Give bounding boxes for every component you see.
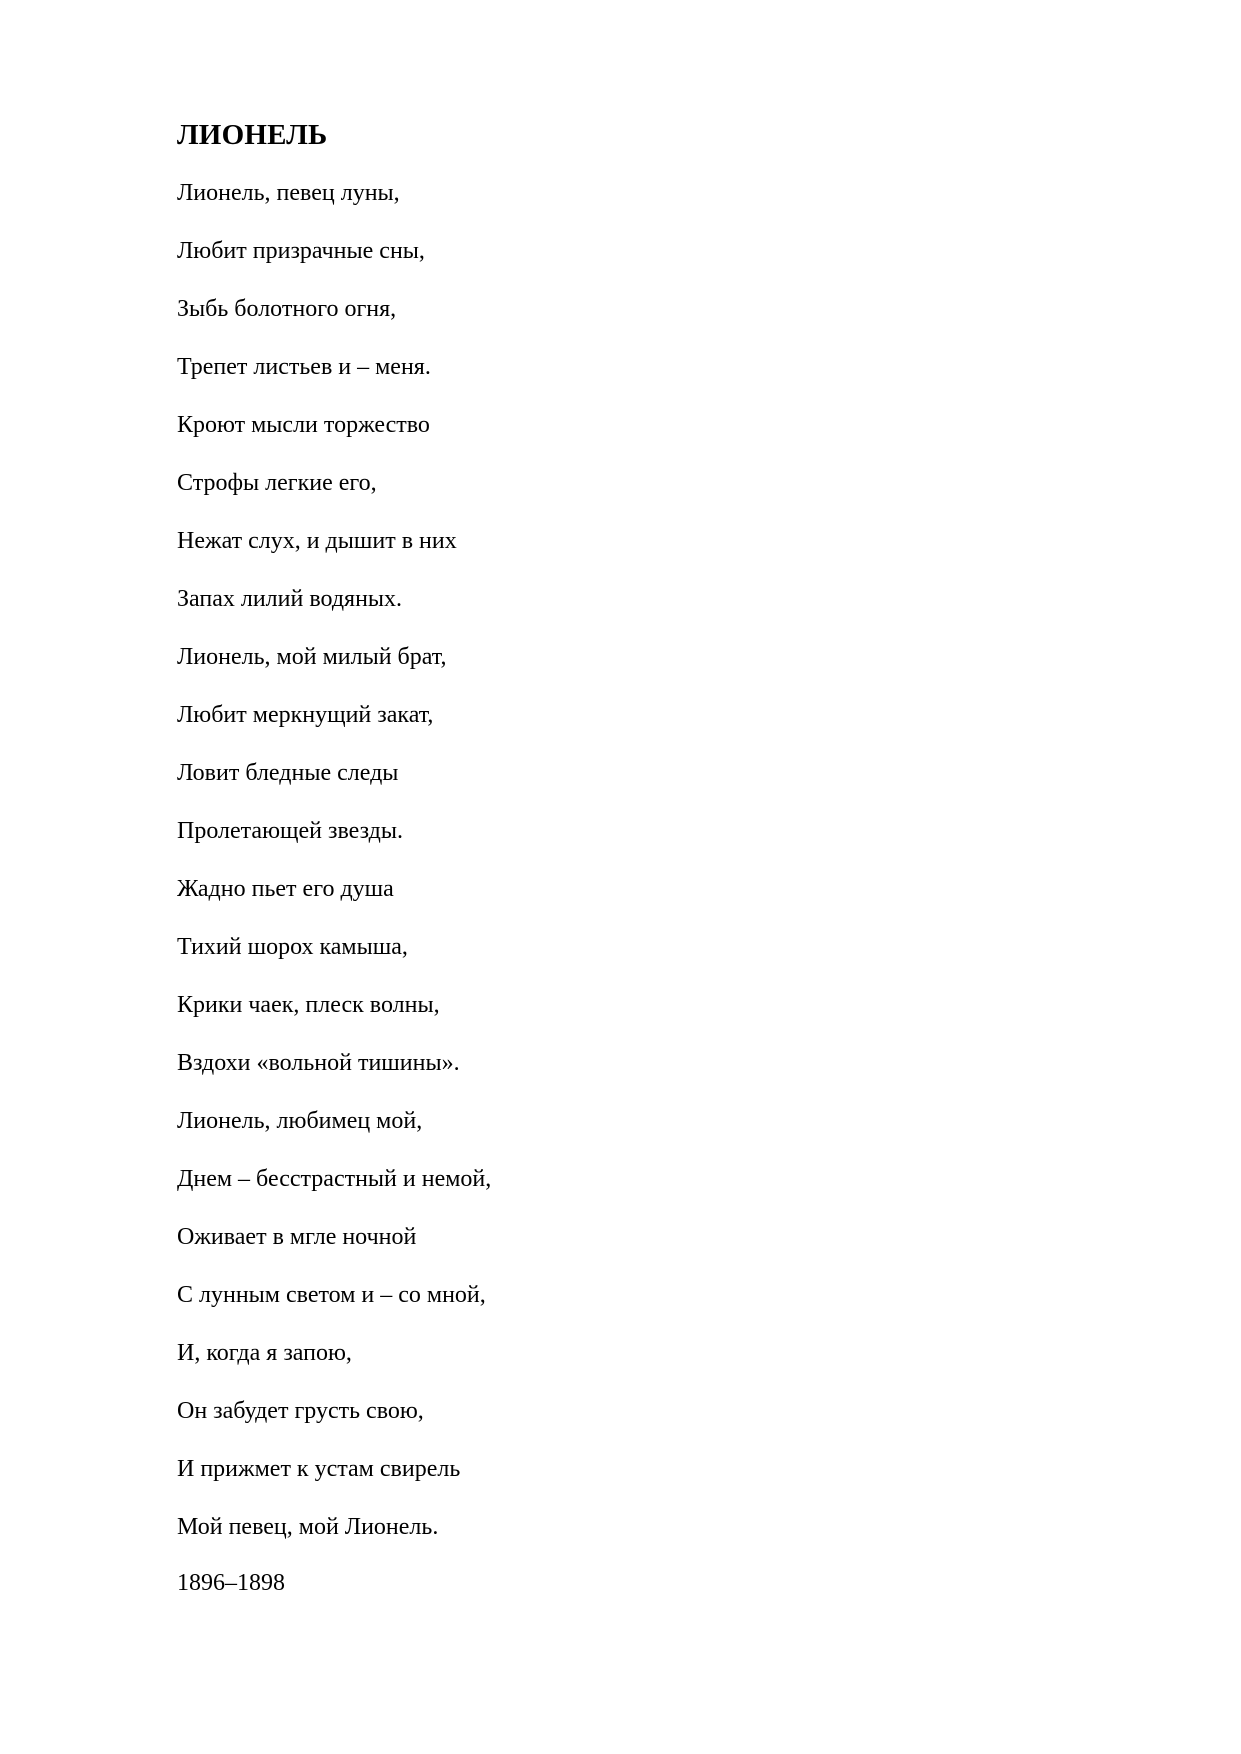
poem-line: Днем – бесстрастный и немой, [177, 1166, 492, 1192]
poem-line: Вздохи «вольной тишины». [177, 1050, 460, 1076]
poem-line: Оживает в мгле ночной [177, 1224, 417, 1250]
poem-line: Крики чаек, плеск волны, [177, 992, 440, 1018]
poem-line: Лионель, мой милый брат, [177, 644, 447, 670]
poem-line: Кроют мысли торжество [177, 412, 430, 438]
poem-body [177, 176, 491, 1568]
poem-line: Он забудет грусть свою, [177, 1398, 424, 1424]
poem-line: Жадно пьет его душа [177, 876, 394, 902]
poem-line: Зыбь болотного огня, [177, 296, 397, 322]
poem-line: И прижмет к устам свирель [177, 1456, 461, 1482]
poem-line: Нежат слух, и дышит в них [177, 528, 457, 554]
poem-line: Любит меркнущий закат, [177, 702, 434, 728]
poem-line: И, когда я запою, [177, 1340, 352, 1366]
poem-line: Тихий шорох камыша, [177, 934, 408, 960]
poem-line: Лионель, любимец мой, [177, 1108, 423, 1134]
poem-date: 1896–1898 [177, 1570, 285, 1596]
poem-line: Мой певец, мой Лионель. [177, 1514, 439, 1540]
poem-line: Строфы легкие его, [177, 470, 377, 496]
poem-line: Запах лилий водяных. [177, 586, 403, 612]
poem-line: Трепет листьев и – меня. [177, 354, 431, 380]
poem-line: Ловит бледные следы [177, 760, 399, 786]
poem-line: Любит призрачные сны, [177, 238, 425, 264]
poem-line: С лунным светом и – со мной, [177, 1282, 486, 1308]
poem-title: ЛИОНЕЛЬ [177, 119, 328, 151]
poem-line: Пролетающей звезды. [177, 818, 403, 844]
poem-line: Лионель, певец луны, [177, 180, 400, 206]
